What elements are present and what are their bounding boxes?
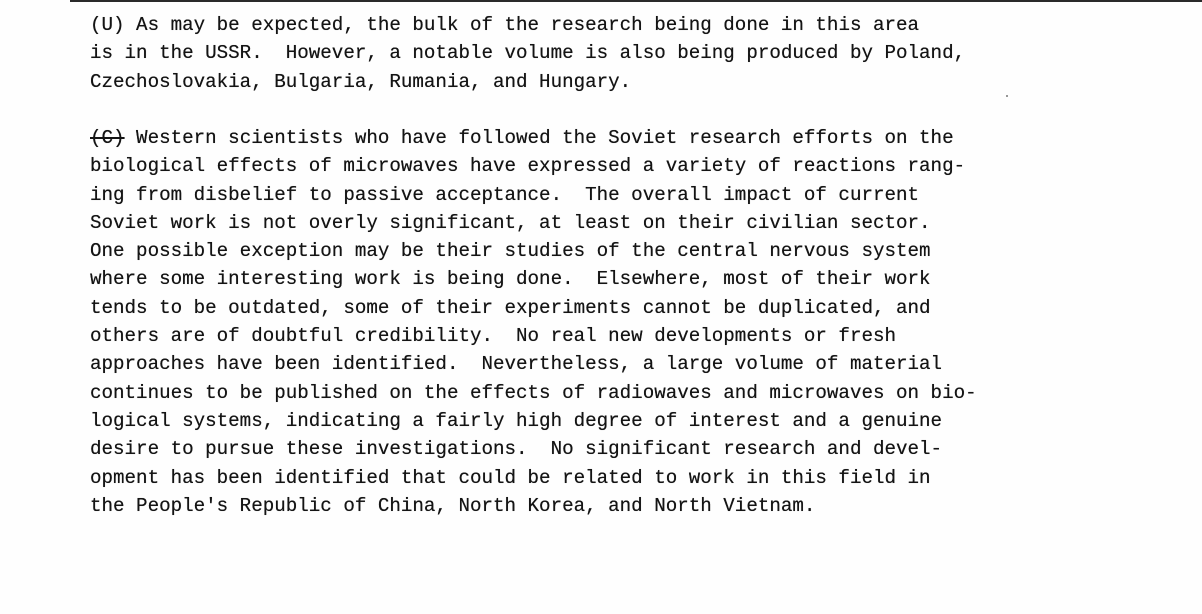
paragraph-line: the People's Republic of China, North Korea, and North Vietnam.	[90, 494, 816, 517]
paragraph-line: continues to be published on the effects of radiowaves and microwaves on bio-	[90, 381, 977, 404]
paragraph-line: Czechoslovakia, Bulgaria, Rumania, and Hungary.	[90, 70, 632, 93]
paragraph-line: opment has been identified that could be related to work in this field in	[90, 466, 931, 489]
paragraph-line: tends to be outdated, some of their experiments cannot be duplicated, and	[90, 296, 931, 319]
top-border-rule	[70, 0, 1202, 2]
paragraph-line: others are of doubtful credibility. No real new developments or fresh	[90, 325, 897, 348]
paragraph-line	[90, 124, 977, 152]
paragraph-line: One possible exception may be their studies of the central nervous system	[90, 240, 931, 263]
paragraph-line: desire to pursue these investigations. No significant research and devel-	[90, 438, 943, 461]
classification-marking: (C)	[90, 127, 125, 149]
paragraph-line: biological effects of microwaves have expressed a variety of reactions rang-	[90, 155, 966, 178]
paragraph-line: is in the USSR. However, a notable volume is also being produced by Poland,	[90, 42, 966, 65]
paragraph-line: Soviet work is not overly significant, at least on their civilian sector.	[90, 211, 931, 234]
paragraph-line: ing from disbelief to passive acceptance. The overall impact of current	[90, 183, 920, 206]
line-text: As may be expected, the bulk of the research being done in this area	[124, 14, 920, 36]
classification-marking: (U)	[90, 14, 125, 36]
paragraph-confidential	[90, 124, 977, 520]
paragraph-unclassified	[90, 11, 965, 96]
line-text: Western scientists who have followed the Soviet research efforts on the	[124, 127, 954, 149]
paragraph-line	[90, 11, 965, 39]
scan-speck	[1006, 95, 1008, 97]
paragraph-line: logical systems, indicating a fairly high degree of interest and a genuine	[90, 409, 943, 432]
paragraph-line: approaches have been identified. Nevertheless, a large volume of material	[90, 353, 943, 376]
paragraph-line: where some interesting work is being done. Elsewhere, most of their work	[90, 268, 931, 291]
